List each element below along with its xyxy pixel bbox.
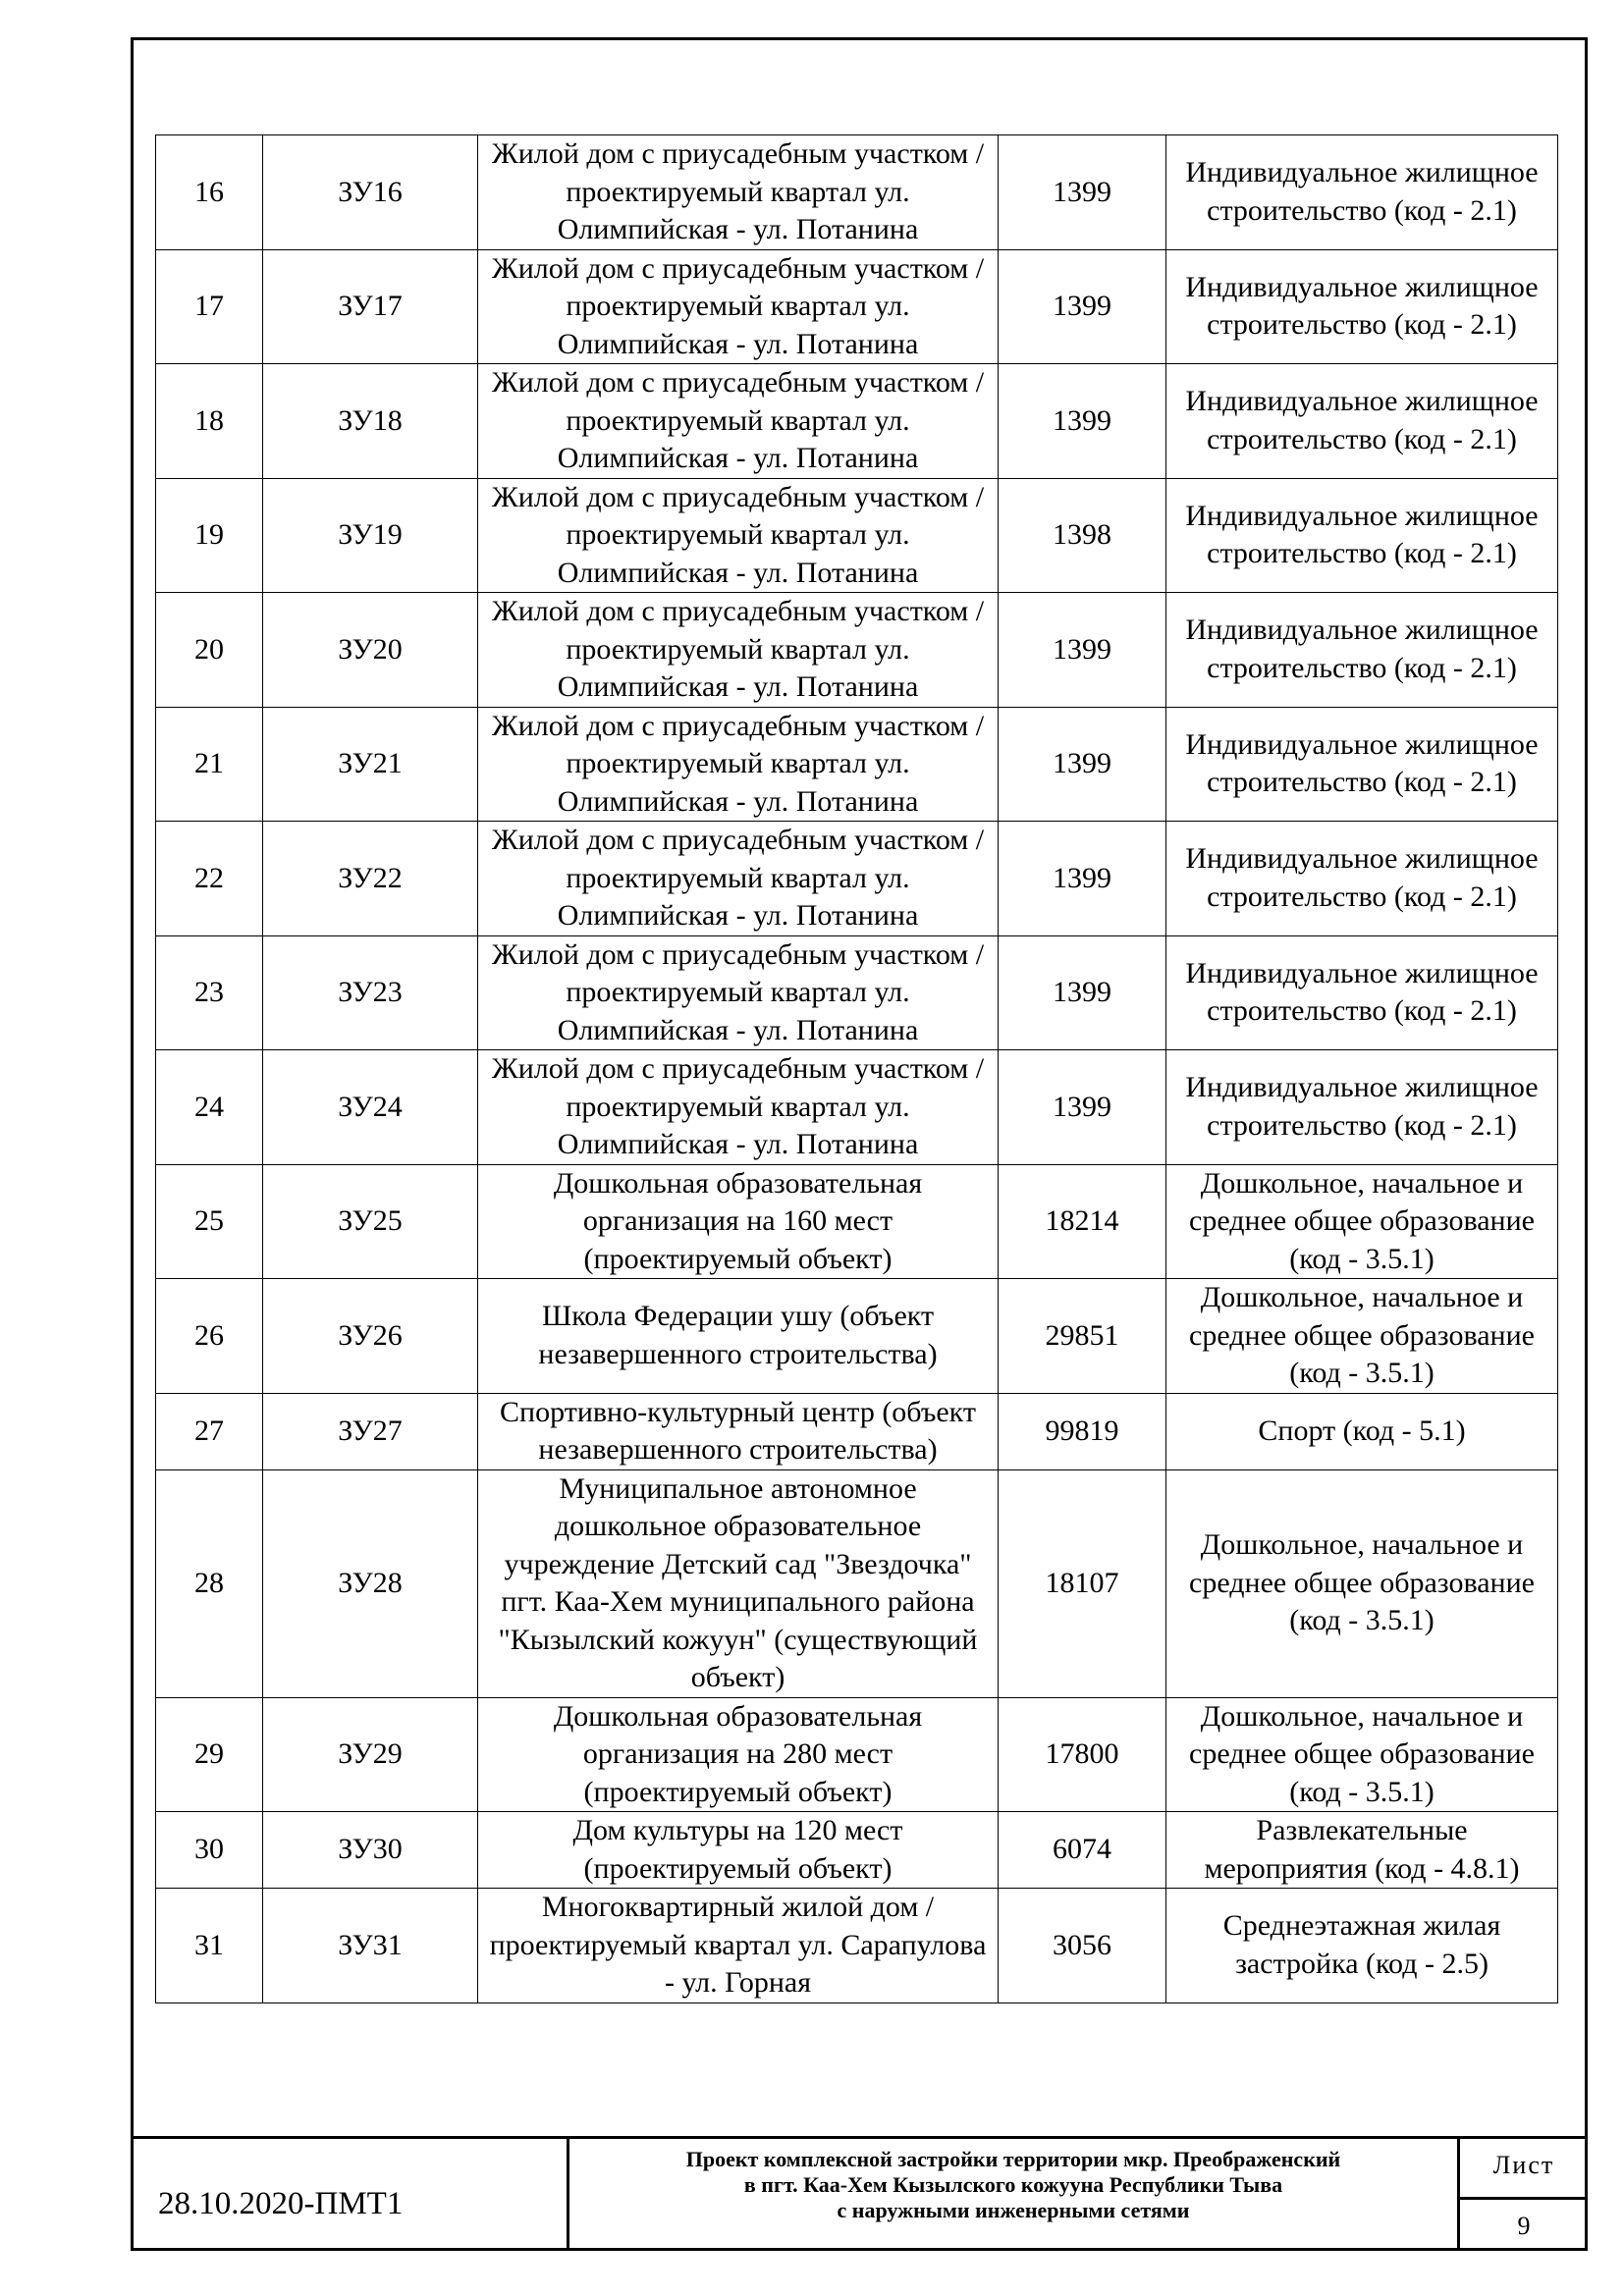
table-row <box>156 1697 1558 1812</box>
plot-description-cell: Дом культуры на 120 мест (проектируемый объект) <box>478 1812 999 1889</box>
plot-description-cell: Жилой дом с приусадебным участком / проектируемый квартал ул. Олимпийская - ул. Потанина <box>478 935 999 1050</box>
row-number-cell: 23 <box>156 935 263 1050</box>
permitted-use-cell: Индивидуальное жилищное строительство (код - 2.1) <box>1166 364 1558 479</box>
permitted-use-cell: Дошкольное, начальное и среднее общее образование (код - 3.5.1) <box>1166 1164 1558 1279</box>
plot-area-cell: 1399 <box>999 135 1166 250</box>
permitted-use-cell: Индивидуальное жилищное строительство (код - 2.1) <box>1166 1050 1558 1165</box>
plot-description-cell: Жилой дом с приусадебным участком / проектируемый квартал ул. Олимпийская - ул. Потанина <box>478 707 999 822</box>
plot-id-cell: ЗУ26 <box>263 1279 478 1394</box>
project-title-line: в пгт. Каа-Хем Кызылского кожууна Республики Тыва <box>743 2172 1283 2197</box>
plot-area-cell: 1399 <box>999 249 1166 364</box>
plot-area-cell: 3056 <box>999 1889 1166 2003</box>
table-row <box>156 1164 1558 1279</box>
plot-id-cell: ЗУ24 <box>263 1050 478 1165</box>
plot-area-cell: 17800 <box>999 1697 1166 1812</box>
plot-id-cell: ЗУ23 <box>263 935 478 1050</box>
plot-description-cell: Жилой дом с приусадебным участком / проектируемый квартал ул. Олимпийская - ул. Потанина <box>478 1050 999 1165</box>
plot-area-cell: 1399 <box>999 364 1166 479</box>
row-number-cell: 28 <box>156 1469 263 1697</box>
row-number-cell: 27 <box>156 1393 263 1469</box>
plot-area-cell: 29851 <box>999 1279 1166 1394</box>
plot-description-cell: Жилой дом с приусадебным участком / проектируемый квартал ул. Олимпийская - ул. Потанина <box>478 478 999 593</box>
plot-area-cell: 1399 <box>999 822 1166 936</box>
table-row <box>156 593 1558 708</box>
permitted-use-cell: Развлекательные мероприятия (код - 4.8.1) <box>1166 1812 1558 1889</box>
table-row <box>156 1812 1558 1889</box>
table-row <box>156 364 1558 479</box>
permitted-use-cell: Дошкольное, начальное и среднее общее образование (код - 3.5.1) <box>1166 1697 1558 1812</box>
plot-area-cell: 6074 <box>999 1812 1166 1889</box>
plot-id-cell: ЗУ25 <box>263 1164 478 1279</box>
plot-description-cell: Многоквартирный жилой дом / проектируемый квартал ул. Сарапулова - ул. Горная <box>478 1889 999 2003</box>
permitted-use-cell: Спорт (код - 5.1) <box>1166 1393 1558 1469</box>
plot-description-cell: Дошкольная образовательная организация на 280 мест (проектируемый объект) <box>478 1697 999 1812</box>
permitted-use-cell: Среднеэтажная жилая застройка (код - 2.5) <box>1166 1889 1558 2003</box>
plot-description-cell: Жилой дом с приусадебным участком / проектируемый квартал ул. Олимпийская - ул. Потанина <box>478 593 999 708</box>
plot-description-cell: Дошкольная образовательная организация на 160 мест (проектируемый объект) <box>478 1164 999 1279</box>
plot-id-cell: ЗУ30 <box>263 1812 478 1889</box>
project-title-line: Проект комплексной застройки территории мкр. Преображенский <box>685 2147 1341 2171</box>
permitted-use-cell: Дошкольное, начальное и среднее общее образование (код - 3.5.1) <box>1166 1469 1558 1697</box>
document-code: 28.10.2020-ПМТ1 <box>158 2186 404 2221</box>
plot-id-cell: ЗУ27 <box>263 1393 478 1469</box>
row-number-cell: 25 <box>156 1164 263 1279</box>
plot-description-cell: Спортивно-культурный центр (объект незавершенного строительства) <box>478 1393 999 1469</box>
table-row <box>156 135 1558 250</box>
table-row <box>156 478 1558 593</box>
row-number-cell: 19 <box>156 478 263 593</box>
table-row <box>156 1279 1558 1394</box>
row-number-cell: 21 <box>156 707 263 822</box>
table-row <box>156 1469 1558 1697</box>
plot-area-cell: 1399 <box>999 935 1166 1050</box>
plot-area-cell: 18107 <box>999 1469 1166 1697</box>
sheet-divider <box>1457 2197 1588 2200</box>
permitted-use-cell: Индивидуальное жилищное строительство (код - 2.1) <box>1166 249 1558 364</box>
plot-id-cell: ЗУ31 <box>263 1889 478 2003</box>
plot-id-cell: ЗУ17 <box>263 249 478 364</box>
plot-description-cell: Жилой дом с приусадебным участком / проектируемый квартал ул. Олимпийская - ул. Потанина <box>478 364 999 479</box>
plot-area-cell: 1399 <box>999 1050 1166 1165</box>
row-number-cell: 18 <box>156 364 263 479</box>
land-plots-table <box>155 134 1558 2003</box>
row-number-cell: 29 <box>156 1697 263 1812</box>
plot-area-cell: 1399 <box>999 593 1166 708</box>
plot-id-cell: ЗУ19 <box>263 478 478 593</box>
row-number-cell: 22 <box>156 822 263 936</box>
project-title-line: с наружными инженерными сетями <box>837 2198 1190 2222</box>
table-row <box>156 935 1558 1050</box>
project-title <box>569 2147 1457 2223</box>
table-row <box>156 822 1558 936</box>
plot-description-cell: Жилой дом с приусадебным участком / проектируемый квартал ул. Олимпийская - ул. Потанина <box>478 822 999 936</box>
permitted-use-cell: Индивидуальное жилищное строительство (код - 2.1) <box>1166 822 1558 936</box>
table-row <box>156 1393 1558 1469</box>
permitted-use-cell: Индивидуальное жилищное строительство (код - 2.1) <box>1166 707 1558 822</box>
plot-id-cell: ЗУ18 <box>263 364 478 479</box>
row-number-cell: 24 <box>156 1050 263 1165</box>
table-row <box>156 249 1558 364</box>
plot-description-cell: Школа Федерации ушу (объект незавершенного строительства) <box>478 1279 999 1394</box>
permitted-use-cell: Дошкольное, начальное и среднее общее образование (код - 3.5.1) <box>1166 1279 1558 1394</box>
permitted-use-cell: Индивидуальное жилищное строительство (код - 2.1) <box>1166 935 1558 1050</box>
row-number-cell: 26 <box>156 1279 263 1394</box>
table-row <box>156 1889 1558 2003</box>
plot-area-cell: 1399 <box>999 707 1166 822</box>
plot-id-cell: ЗУ28 <box>263 1469 478 1697</box>
plot-description-cell: Жилой дом с приусадебным участком / проектируемый квартал ул. Олимпийская - ул. Потанина <box>478 249 999 364</box>
plot-id-cell: ЗУ20 <box>263 593 478 708</box>
table-row <box>156 707 1558 822</box>
row-number-cell: 17 <box>156 249 263 364</box>
plot-area-cell: 1398 <box>999 478 1166 593</box>
permitted-use-cell: Индивидуальное жилищное строительство (код - 2.1) <box>1166 135 1558 250</box>
title-block <box>131 2136 1588 2251</box>
sheet-number: 9 <box>1517 2212 1531 2240</box>
plot-description-cell: Жилой дом с приусадебным участком / проектируемый квартал ул. Олимпийская - ул. Потанина <box>478 135 999 250</box>
plot-id-cell: ЗУ16 <box>263 135 478 250</box>
row-number-cell: 16 <box>156 135 263 250</box>
permitted-use-cell: Индивидуальное жилищное строительство (код - 2.1) <box>1166 593 1558 708</box>
permitted-use-cell: Индивидуальное жилищное строительство (код - 2.1) <box>1166 478 1558 593</box>
plot-id-cell: ЗУ21 <box>263 707 478 822</box>
row-number-cell: 30 <box>156 1812 263 1889</box>
plot-id-cell: ЗУ29 <box>263 1697 478 1812</box>
row-number-cell: 20 <box>156 593 263 708</box>
plot-id-cell: ЗУ22 <box>263 822 478 936</box>
table-row <box>156 1050 1558 1165</box>
plot-description-cell: Муниципальное автономное дошкольное образовательное учреждение Детский сад "Звездочка" пгт. Каа-Хем муниципального района "Кызылский кожуун" (существующий объект) <box>478 1469 999 1697</box>
sheet-label: Лист <box>1492 2151 1555 2179</box>
row-number-cell: 31 <box>156 1889 263 2003</box>
plot-area-cell: 99819 <box>999 1393 1166 1469</box>
plot-area-cell: 18214 <box>999 1164 1166 1279</box>
